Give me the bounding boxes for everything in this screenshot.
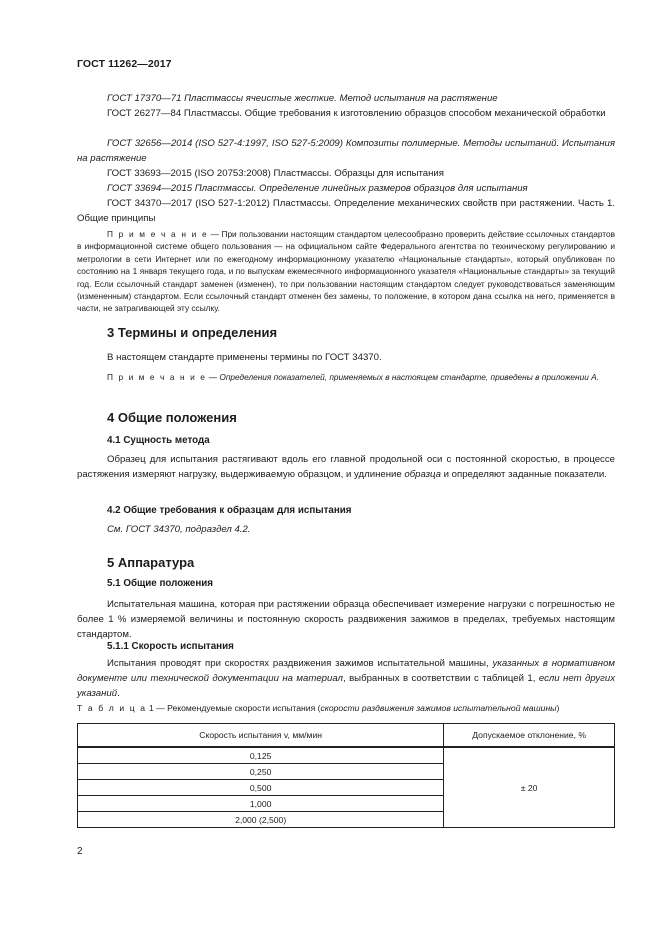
reference-gost-33694: ГОСТ 33694—2015 Пластмассы. Определение линейных размеров образцов для испытания [107,183,528,194]
note-text: — При пользовании настоящим стандартом целесообразно проверить действие ссылочных стандартов в информационной системе общего пользования — на официальном сайте Федерального агентства по техническому регулированию и метрологии в сети Интернет или по ежегодному информационному указателю «Национальные стандарты», который опубликован по состоянию на 1 января текущего года, и по выпускам ежемесячного информационного указателя «Национальные стандарты» за текущий год. Если ссылочный стандарт заменен (изменен), то при пользовании настоящим стандартом следует руководствоваться заменяющим (измененным) стандартом. Если ссылочный стандарт отменен без замены, то положение, в котором дана ссылка на него, применяется в части, не затрагивающей эту ссылку. [77,229,615,314]
speed-cell: 1,000 [78,796,444,812]
text-part: Испытания проводят при скоростях раздвижения зажимов испытательной машины, [107,658,493,669]
table-caption-italic: скорости раздвижения зажимов испытательной машины [320,703,557,713]
note-label: П р и м е ч а н и е [107,372,207,382]
table-header-speed: Скорость испытания v, мм/мин [78,724,444,748]
speed-cell: 0,500 [78,780,444,796]
page-number: 2 [77,846,83,857]
reference-gost-26277: ГОСТ 26277—84 Пластмассы. Общие требования к изготовлению образцов способом механической обработки [107,108,606,119]
speed-table [77,723,615,828]
section-4-1-title: 4.1 Сущность метода [107,435,210,446]
table-1-caption [77,702,617,714]
speed-cell: 2,000 (2,500) [78,812,444,828]
table-header-tolerance: Допускаемое отклонение, % [444,724,615,748]
table-caption-label: Т а б л и ц а [77,703,147,713]
table-caption-end: ) [556,703,560,713]
note-text: — Определения показателей, применяемых в настоящем стандарте, приведены в приложении А. [206,372,599,382]
section-5-title: 5 Аппаратура [107,555,195,570]
text-italic-part: указанных в нормативном документе или технической документации на материал [77,658,615,684]
reference-gost-17370: ГОСТ 17370—71 Пластмассы ячеистые жесткие. Метод испытания на растяжение [107,93,498,104]
speed-cell: 0,250 [78,764,444,780]
references-note [77,228,615,315]
section-5-1-title: 5.1 Общие положения [107,578,214,589]
speed-cell: 0,125 [78,747,444,764]
section-3-note [77,371,615,383]
section-4-2-title: 4.2 Общие требования к образцам для испытания [107,505,352,516]
section-5-1-text: Испытательная машина, которая при растяжении образца обеспечивает измерение нагрузки с погрешностью не более 1 % измеряемой величины и постоянную скорость раздвижения зажимов в пределах, требуемых настоящим стандартом. [77,599,615,640]
reference-gost-33693: ГОСТ 33693—2015 (ISO 20753:2008) Пластмассы. Образцы для испытания [107,168,444,179]
section-4-2-text: См. ГОСТ 34370, подраздел 4.2. [107,524,251,535]
tolerance-cell: ± 20 [444,747,615,828]
text-part: и определяют заданные показатели. [440,469,607,480]
text-part: . [117,688,120,699]
reference-gost-34370: ГОСТ 34370—2017 (ISO 527-1:2012) Пластмассы. Определение механических свойств при растяжении. Часть 1. Общие принципы [77,198,615,224]
section-5-1-1-title: 5.1.1 Скорость испытания [107,641,234,652]
reference-gost-32656: ГОСТ 32656—2014 (ISO 527-4:1997, ISO 527-5:2009) Композиты полимерные. Методы испытаний. Испытания на растяжение [77,138,615,164]
table-row [78,747,615,764]
section-4-title: 4 Общие положения [107,410,237,425]
text-part: Образец для испытания растягивают вдоль его главной продольной оси с постоянной скоростью, в процессе растяжения измеряют нагрузку, выдерживаемую образцом, и удлинение [77,454,615,480]
note-label: П р и м е ч а н и е [107,229,209,239]
section-3-text: В настоящем стандарте применены термины по ГОСТ 34370. [107,352,382,363]
text-italic-part: если нет других указаний [77,673,615,699]
table-header-row [78,724,615,748]
text-italic-part: образца [404,469,441,480]
section-5-1-1-text [77,656,615,701]
section-4-1-text [77,452,615,482]
document-header: ГОСТ 11262—2017 [77,58,172,70]
text-part: , выбранных в соответствии с таблицей 1, [342,673,539,684]
section-3-title: 3 Термины и определения [107,325,278,340]
table-caption-text: 1 — Рекомендуемые скорости испытания ( [146,703,321,713]
